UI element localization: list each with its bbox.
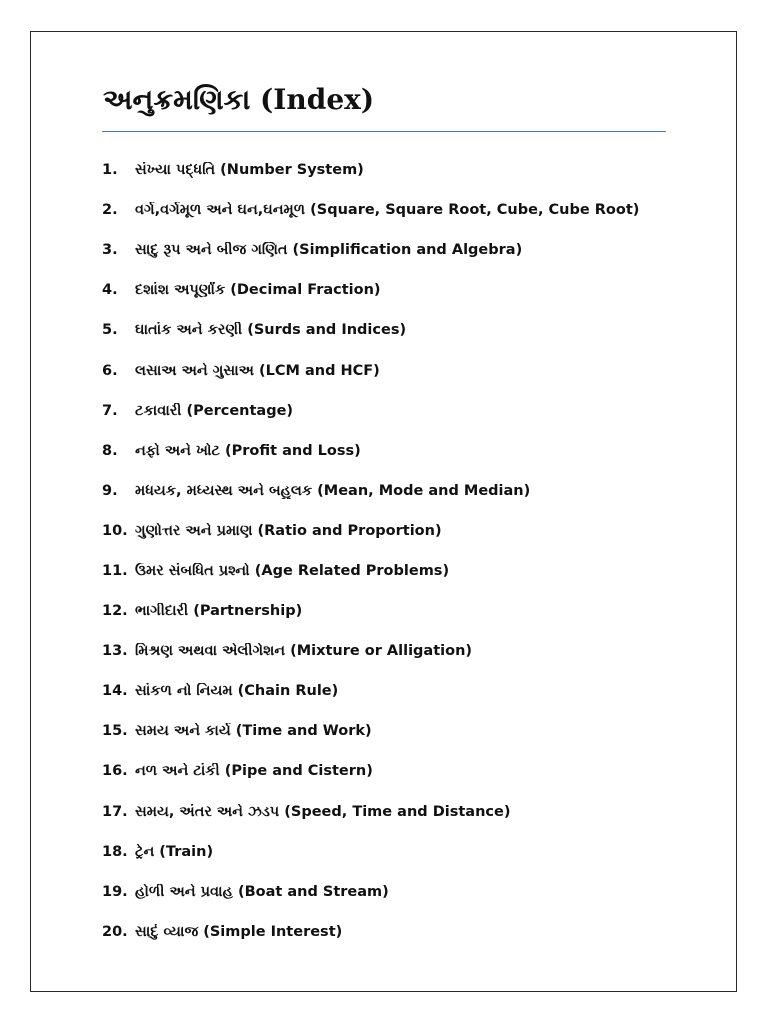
index-item-number: 5. — [102, 322, 118, 339]
index-item-label: ઘાતાંક અને કરણી (Surds and Indices) — [135, 322, 407, 339]
index-item-number: 10. — [102, 522, 128, 539]
index-item-number: 6. — [102, 362, 118, 379]
index-item-label: નફો અને ખોટ (Profit and Loss) — [135, 442, 361, 459]
index-item-label: સમય અને કાર્ય (Time and Work) — [135, 723, 372, 740]
index-item-label: ટકાવારી (Percentage) — [135, 402, 294, 419]
index-item-label: સાદુ રૂપ અને બીજ ગણિત (Simplification and Algebra) — [135, 242, 523, 259]
index-item-number: 14. — [102, 683, 128, 700]
index-item — [102, 551, 672, 591]
index-item — [102, 230, 672, 270]
index-item-number: 2. — [102, 202, 118, 219]
index-item — [102, 591, 672, 631]
index-item-number: 15. — [102, 723, 128, 740]
index-item-number: 13. — [102, 643, 128, 660]
index-item — [102, 631, 672, 671]
index-item — [102, 310, 672, 350]
index-item-number: 16. — [102, 763, 128, 780]
index-item-label: મિશ્રણ અથવા એલીગેશન (Mixture or Alligation) — [135, 643, 473, 660]
index-item — [102, 270, 672, 310]
index-item — [102, 751, 672, 791]
index-item-number: 20. — [102, 923, 128, 940]
index-item-number: 17. — [102, 803, 128, 820]
index-item — [102, 671, 672, 711]
index-item — [102, 471, 672, 511]
index-list — [102, 150, 672, 952]
index-item-label: ગુણોત્તર અને પ્રમાણ (Ratio and Proportion) — [135, 522, 442, 539]
index-item-number: 1. — [102, 162, 118, 179]
index-item-label: હોળી અને પ્રવાહ (Boat and Stream) — [135, 883, 389, 900]
index-item — [102, 511, 672, 551]
index-item — [102, 150, 672, 190]
index-item-number: 3. — [102, 242, 118, 259]
index-item-label: ઉંમર સંબધિત પ્રશ્નો (Age Related Problems) — [135, 562, 450, 579]
index-item — [102, 872, 672, 912]
index-item — [102, 711, 672, 751]
index-item-label: લસાઅ અને ગુસાઅ (LCM and HCF) — [135, 362, 380, 379]
index-item-number: 11. — [102, 562, 128, 579]
index-item-number: 12. — [102, 603, 128, 620]
index-item-number: 9. — [102, 482, 118, 499]
index-item — [102, 431, 672, 471]
index-item-label: ટ્રેન (Train) — [135, 843, 214, 860]
index-item-label: વર્ગ,વર્ગમૂળ અને ઘન,ઘનમૂળ (Square, Square Root, Cube, Cube Root) — [135, 202, 640, 219]
index-item-label: નળ અને ટાંકી (Pipe and Cistern) — [135, 763, 373, 780]
index-item — [102, 912, 672, 952]
index-item-label: દશાંશ અપૂર્ણાંક (Decimal Fraction) — [135, 282, 381, 299]
index-item-label: સંખ્યા પદ્ધતિ (Number System) — [135, 162, 364, 179]
index-item — [102, 792, 672, 832]
index-item — [102, 832, 672, 872]
index-item-number: 7. — [102, 402, 118, 419]
index-item-label: ભાગીદારી (Partnership) — [135, 603, 303, 620]
index-item-number: 4. — [102, 282, 118, 299]
index-item-label: સમય, અંતર અને ઝડપ (Speed, Time and Distance) — [135, 803, 511, 820]
index-item-number: 18. — [102, 843, 128, 860]
index-item-label: સાદું વ્યાજ (Simple Interest) — [135, 923, 343, 940]
index-item-label: મધયક, મધ્યસ્થ અને બહુલક (Mean, Mode and Median) — [135, 482, 531, 499]
index-item-number: 19. — [102, 883, 128, 900]
index-item-number: 8. — [102, 442, 118, 459]
page-title: અનુક્રમણિકા (Index) — [103, 83, 375, 116]
title-divider — [102, 131, 666, 132]
index-item — [102, 350, 672, 390]
index-item — [102, 190, 672, 230]
index-item — [102, 391, 672, 431]
index-item-label: સાંકળ નો નિયમ (Chain Rule) — [135, 683, 339, 700]
